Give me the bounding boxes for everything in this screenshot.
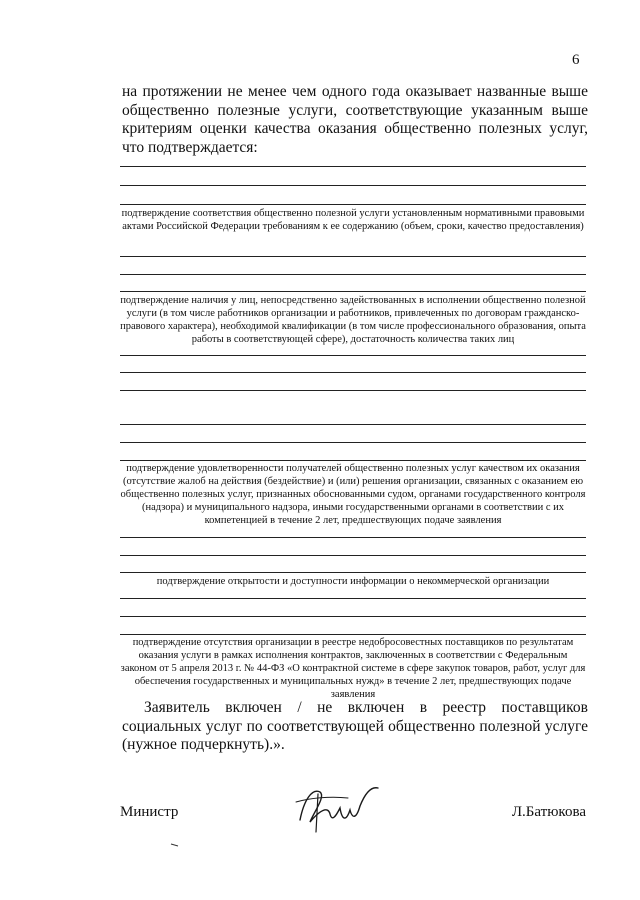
fill-line xyxy=(120,204,586,205)
fill-line xyxy=(120,274,586,275)
fill-line xyxy=(120,256,586,257)
fill-line xyxy=(120,616,586,617)
fill-line xyxy=(120,598,586,599)
fill-line xyxy=(120,424,586,425)
fill-line xyxy=(120,572,586,573)
caption-staff: подтверждение наличия у лиц, непосредственно задействованных в исполнении общественно полезной услуги (в том числе работников организации и работников, привлеченных по договорам гражданско-правового характера), необходимой квалификации (в том числе профессионального образования, опыта работы в соответствующей сфере), достаточность количества таких лиц xyxy=(120,295,586,345)
fill-line xyxy=(120,634,586,635)
closing-paragraph: Заявитель включен / не включен в реестр поставщиков социальных услуг по соответствующей общественно полезной услуге (нужное подчеркнуть).». xyxy=(122,699,588,753)
fill-line xyxy=(120,442,586,443)
caption-satisfaction: подтверждение удовлетворенности получателей общественно полезных услуг качеством их оказания (отсутствие жалоб на действия (бездействие) и (или) решения организации, связанных с оказанием ею общественно полезных услуг, признанных обоснованными судом, органами государственного контроля (надзора) и муниципального надзора, иными государственными органами в соответствии с их компетенцией в течение 2 лет, предшествующих подаче заявления xyxy=(120,463,586,526)
fill-line xyxy=(120,166,586,167)
caption-openness: подтверждение открытости и доступности информации о некоммерческой организации xyxy=(156,576,550,587)
fill-line xyxy=(120,537,586,538)
fill-line xyxy=(120,355,586,356)
fill-line xyxy=(120,372,586,373)
fill-line xyxy=(120,460,586,461)
intro-paragraph: на протяжении не менее чем одного года оказывает названные выше общественно полезные услуги, соответствующие указанным выше критериям оценки качества оказания общественно полезных услуг, что подтверждается: xyxy=(122,83,588,156)
stray-pen-mark xyxy=(170,843,180,847)
fill-line xyxy=(120,390,586,391)
signatory-title: Министр xyxy=(120,804,179,820)
page-number: 6 xyxy=(572,52,580,68)
signatory-name: Л.Батюкова xyxy=(511,804,586,820)
caption-conformity: подтверждение соответствия общественно полезной услуги установленным нормативными правовыми актами Российской Федерации требованиям к ее содержанию (объем, сроки, качество предоставления) xyxy=(121,208,585,232)
fill-line xyxy=(120,185,586,186)
fill-line xyxy=(120,291,586,292)
fill-line xyxy=(120,555,586,556)
signature-block xyxy=(120,780,586,840)
caption-registry: подтверждение отсутствия организации в реестре недобросовестных поставщиков по результатам оказания услуги в рамках исполнения контрактов, заключенных в соответствии с Федеральным законом от 5 апреля 2013 г. № 44-ФЗ «О контрактной системе в сфере закупок товаров, работ, услуг для обеспечения государственных и муниципальных нужд» в течение 2 лет, предшествующих подаче заявления xyxy=(120,637,586,700)
handwritten-signature xyxy=(290,780,390,840)
